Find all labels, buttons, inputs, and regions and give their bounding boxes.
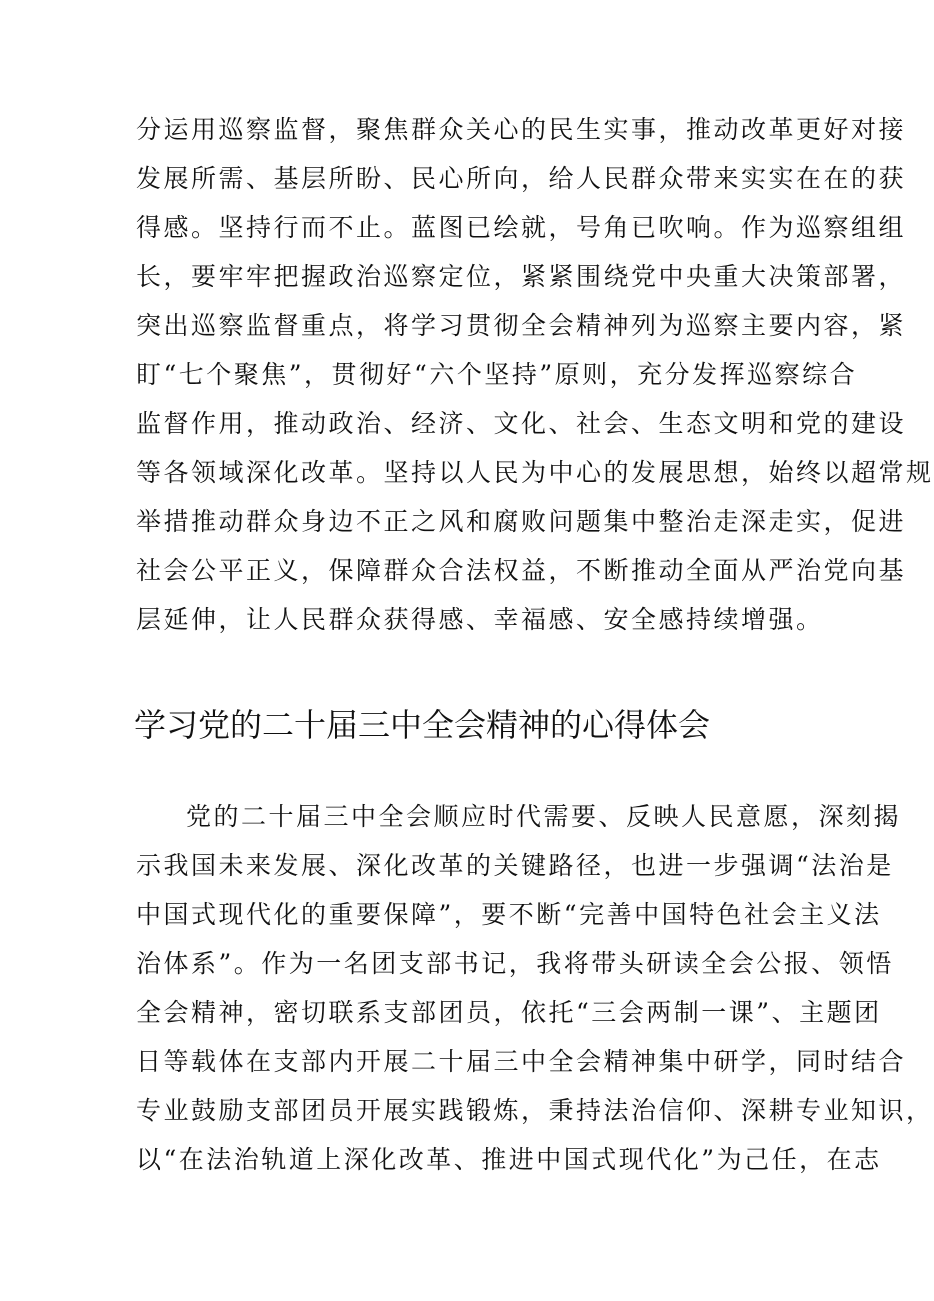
text-line: 突出巡察监督重点，将学习贯彻全会精神列为巡察主要内容，紧	[136, 311, 907, 340]
text-line: 专业鼓励支部团员开展实践锻炼，秉持法治信仰、深耕专业知识，	[136, 1096, 934, 1125]
text-line: 日等载体在支部内开展二十届三中全会精神集中研学，同时结合	[136, 1047, 907, 1076]
text-line: 盯“七个聚焦”，贯彻好“六个坚持”原则，充分发挥巡察综合	[136, 360, 858, 389]
text-line: 示我国未来发展、深化改革的关键路径，也进一步强调“法治是	[136, 851, 894, 880]
text-line: 长，要牢牢把握政治巡察定位，紧紧围绕党中央重大决策部署，	[136, 262, 907, 291]
text-line: 中国式现代化的重要保障”，要不断“完善中国特色社会主义法	[136, 900, 882, 929]
text-line: 层延伸，让人民群众获得感、幸福感、安全感持续增强。	[136, 605, 824, 634]
text-line: 监督作用，推动政治、经济、文化、社会、生态文明和党的建设	[136, 409, 907, 438]
text-line: 分运用巡察监督，聚焦群众关心的民生实事，推动改革更好对接	[136, 115, 907, 144]
text-line: 等各领域深化改革。坚持以人民为中心的发展思想，始终以超常规	[136, 458, 934, 487]
text-line: 治体系”。作为一名团支部书记，我将带头研读全会公报、领悟	[136, 949, 894, 978]
text-line: 全会精神，密切联系支部团员，依托“三会两制一课”、主题团	[136, 998, 882, 1027]
text-line: 举措推动群众身边不正之风和腐败问题集中整治走深走实，促进	[136, 507, 907, 536]
section-heading: 学习党的二十届三中全会精神的心得体会	[134, 706, 711, 744]
text-line: 党的二十届三中全会顺应时代需要、反映人民意愿，深刻揭	[186, 802, 902, 831]
text-line: 社会公平正义，保障群众合法权益，不断推动全面从严治党向基	[136, 556, 907, 585]
text-line: 以“在法治轨道上深化改革、推进中国式现代化”为己任，在志	[136, 1145, 882, 1174]
text-line: 得感。坚持行而不止。蓝图已绘就，号角已吹响。作为巡察组组	[136, 213, 907, 242]
text-line: 发展所需、基层所盼、民心所向，给人民群众带来实实在在的获	[136, 164, 907, 193]
